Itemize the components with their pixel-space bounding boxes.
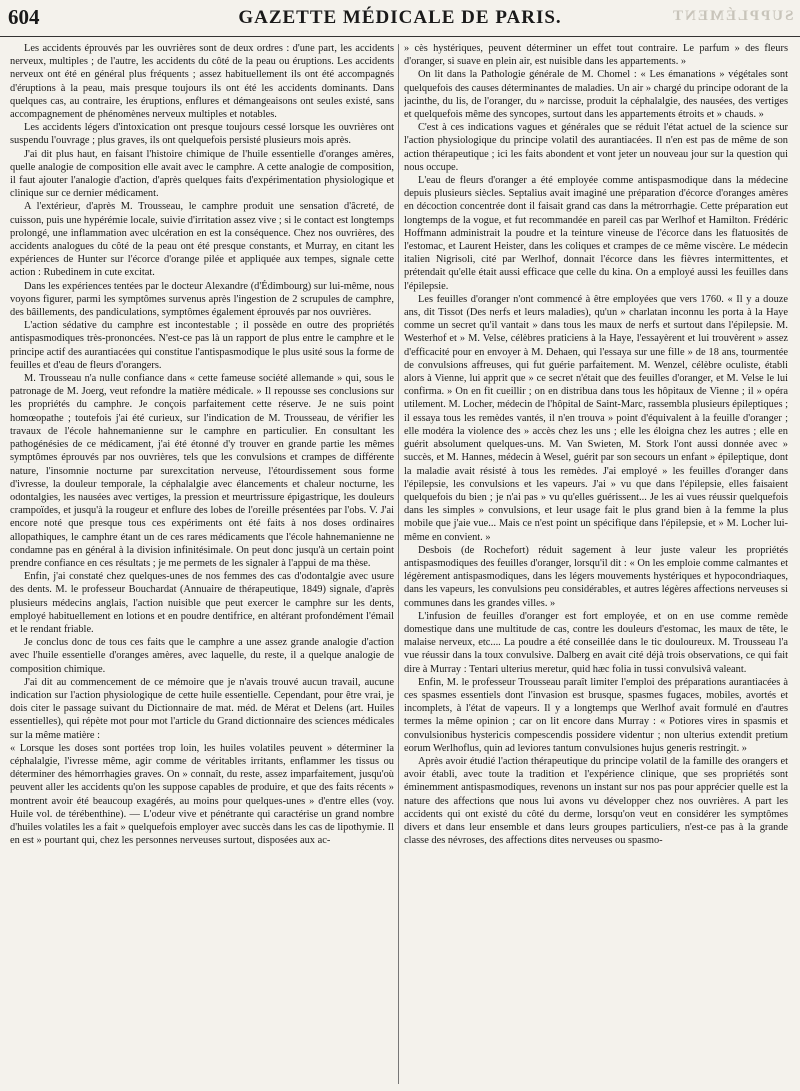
left-column xyxy=(10,42,394,1085)
paragraph: C'est à ces indications vagues et générales que se réduit l'état actuel de la science sur l'action physiologique du principe volatil des aurantiacées. Il n'en est pas de même de son action thérapeutique ; ici les faits abondent et vont jeter un nouveau jour sur la question qui nous occupe. xyxy=(404,122,788,173)
paragraph: Après avoir étudié l'action thérapeutique du principe volatil de la famille des orangers et avoir établi, avec toute la tradition et l'expérience clinique, que ses propriétés sont éminemment antispasmodiques, revenons un instant sur nos pas pour apprécier quelle est la nature des affections que nous lui avons vu développer chez nos ouvrières. A part les accidents qui ont existé du côté du derme, lorsqu'on veut en considérer les symptômes divers et dans leur ensemble et dans leurs groupes particuliers, n'est-ce pas à la grande classe des névroses, des affections dites nerveuses ou spasmo- xyxy=(404,755,788,847)
column-divider xyxy=(398,44,399,1084)
paragraph: L'action sédative du camphre est incontestable ; il possède en outre des propriétés antispasmodiques très-prononcées. N'est-ce pas là un rapport de plus entre le camphre et le principe actif des aurantiacées qui constitue l'antispasmodique le plus usité sous la forme de feuilles et d'eau de fleurs d'orangers. xyxy=(10,320,394,371)
paragraph: Desbois (de Rochefort) réduit sagement à leur juste valeur les propriétés antispasmodiques des feuilles d'oranger, lorsqu'il dit : « On les emploie comme calmantes et légèrement antispasmodiques, dans les légers mouvements hystériques et hypocondriaques, dans les vapeurs, les convulsions peu considérables, et autres légères affections nerveuses si communes dans les grandes villes. » xyxy=(404,544,788,609)
paragraph-continuation: » cès hystériques, peuvent déterminer un effet tout contraire. Le parfum » des fleurs d'oranger, si suave en plein air, est nuisible dans les appartements. » xyxy=(404,43,788,68)
paragraph: A l'extérieur, d'après M. Trousseau, le camphre produit une sensation d'âcreté, de cuisson, puis une hypérémie locale, suivie d'irritation assez vive ; si le contact est longtemps prolongé, une inflammation avec ulcération en est la conséquence. Chez nos ouvrières, des accidents analogues du côté de la peau ont été presque constants, et Murray, en citant les expériences de Hunter sur l'écorce d'orange pilée et appliquée aux tempes, signale cette action : Rubedinem in cute excitat. xyxy=(10,201,394,279)
paragraph: Je conclus donc de tous ces faits que le camphre a une assez grande analogie d'action avec l'huile essentielle d'oranges amères, avec laquelle, du reste, il a quelque analogie de composition chimique. xyxy=(10,637,394,675)
paragraph: Les accidents éprouvés par les ouvrières sont de deux ordres : d'une part, les accidents nerveux, multiples ; de l'autre, les accidents du côté de la peau ou éruptions. Les accidents nerveux ont été en général plus fréquents ; assez habituellement ils ont été accompagnés d'éruptions à la peau, mais presque toujours ils ont été les accidents dominants. Dans quelques cas, au contraire, les éruptions, enflures et démangeaisons ont seules existé, sans accompagnement de phénomènes nerveux multiples et notables. xyxy=(10,43,394,121)
page-number: 604 xyxy=(8,5,40,29)
paragraph: J'ai dit plus haut, en faisant l'histoire chimique de l'huile essentielle d'oranges amères, quelle analogie de composition elle avait avec le camphre. A cette analogie de composition, il faut ajouter l'analogie d'action, d'après quelques faits d'expérimentation physiologique et clinique sur ce dernier médicament. xyxy=(10,148,394,200)
paragraph: Les feuilles d'oranger n'ont commencé à être employées que vers 1760. « Il y a douze ans, dit Tissot (Des nerfs et leurs maladies), qu'un » charlatan inconnu les porta à la Haye comme un secret qu'il vantait » dans tous les maux de nerfs et surtout dans l'épilepsie. M. Westerhof et » M. Velse, célèbres praticiens à la Haye, l'essayèrent et lui trouvèrent » assez d'efficacité pour en envoyer à M. Dehaen, qui l'essaya sur une fille » de 18 ans, tourmentée de convulsions affreuses, qui fut guérie parfaitement. M. Wenzel, célèbre oculiste, établi alors à Vienne, lui apprit que » ce secret n'était que des feuilles d'oranger, et M. Velse le lui confirma. » On en fit cueillir ; on en distribua dans tous les hôpitaux de Vienne ; il » opéra utilement. M. Locher, médecin de l'hôpital de Saint-Marc, rassembla plusieurs épileptiques ; il essaya tous les remèdes vantés, il n'en trouva » point d'équivalent à la feuille d'oranger ; elle modéra la violence des » accès chez les uns ; elle les éloigna chez les autres ; elle en guérit absolument quelques-uns. M. Van Swieten, M. Stork l'ont aussi donnée avec » succès, et M. Hannes, médecin à Wesel, guérit par son secours un enfant » épileptique, dont la maladie avait résisté à tous les remèdes. J'ai employé » les feuilles d'oranger dans l'épilepsie, les convulsions et les vapeurs. J'ai » vu que dans l'épilepsie, elles faisaient quelquefois du bien ; je n'ai pas » vu qu'elles guérissent... Je les ai vues réussir quelquefois dans les simples » convulsions, et leur usage fait le plus grand bien à la femme la plus mobile que j'aie vue... Mais ce n'est point un spécifique dans l'épilepsie, et » M. Locher lui-même en convient. » xyxy=(404,293,788,543)
paragraph: Dans les expériences tentées par le docteur Alexandre (d'Édimbourg) sur lui-même, nous voyons figurer, parmi les symptômes survenus après l'ingestion de 2 scrupules de camphre, des bâillements, des pandiculations, symptômes également éprouvés par nos ouvrières. xyxy=(10,280,394,319)
paragraph: M. Trousseau n'a nulle confiance dans « cette fameuse société allemande » qui, sous le patronage de M. Joerg, veut refondre la matière médicale. » Il repousse ses conclusions sur les propriétés du camphre. Je conçois parfaitement cette réserve. Je ne suis point homœopathe ; toutefois j'ai été curieux, sur l'indication de M. Trousseau, de vérifier les travaux de l'école hahnemanienne sur le camphre en particulier. En consultant les pathogénésies de ce médicament, j'ai été étonné d'y trouver en grande partie les mêmes symptômes éprouvés par nos ouvrières, tels que les convulsions et crampes de différente nature, l'insomnie nocturne par surexcitation nerveuse, l'étourdissement sous forme d'ivresse, la douleur temporale, la céphalalgie avec élancements et chaleur nocturne, les odontalgies, les nausées avec vertiges, la pression et meurtrissure épigastrique, les douleurs crampoïdes, et jusqu'à la rougeur et enflure des lobes de l'oreille présentées par l'obs. V. J'ai encore noté que presque tous ces expériments ont été faits à nos doses ordinaires allopathiques, le camphre étant un de ces rares médicaments que l'école hahnemanienne ne condamne pas en général à la division infinitésimale. On peut donc jusqu'à un certain point prendre confiance en ces résultats ; je me permets de les signaler à l'appui de ma thèse. xyxy=(10,373,394,569)
paragraph: Enfin, M. le professeur Trousseau paraît limiter l'emploi des préparations aurantiacées à ces spasmes essentiels dont l'invasion est brusque, spasmes fugaces, mobiles, avortés et incomplets, à l'état de vapeurs. Il y a longtemps que Werlhof avait formulé en d'autres termes la même opinion ; car on lit encore dans Murray : « Potiores vires in spasmis et convulsionibus hystericis compescendis possidere videntur ; non ulterius extendit pretium eorum Werlhoflus, quin ad leviores tantum convulsiones hujus generis restringit. » xyxy=(404,676,788,754)
supplement-bleedthrough: SUPPLÉMENT xyxy=(671,8,794,24)
page-header xyxy=(0,0,800,37)
paragraph: J'ai dit au commencement de ce mémoire que je n'avais trouvé aucun travail, aucune indication sur l'action physiologique de cette huile essentielle. Cependant, pour être vrai, je dois citer le passage suivant du Dictionnaire de mat. méd. de Mérat et Delens (art. Huiles essentielles), qui répète mot pour mot l'article du Grand dictionnaire des sciences médicales sur la même matière : xyxy=(10,676,394,741)
paragraph: Les accidents légers d'intoxication ont presque toujours cessé lorsque les ouvrières ont suspendu l'ouvrage ; plus graves, ils ont quelquefois persisté plusieurs mois après. xyxy=(10,122,394,147)
paragraph: On lit dans la Pathologie générale de M. Chomel : « Les émanations » végétales sont quelquefois des causes déterminantes de maladies. Un air » chargé du principe odorant de la jacinthe, du lis, de l'oranger, du » narcisse, produit la céphalalgie, des nausées, des vertiges et quelquefois même des syncopes, surtout dans les appartements étroits et » chauds. » xyxy=(404,69,788,121)
quotation: « Lorsque les doses sont portées trop loin, les huiles volatiles peuvent » déterminer la céphalalgie, l'ivresse même, agir comme de véritables irritants, enflammer les tissus ou déterminer des hémorrhagies graves. On » connaît, du reste, assez imparfaitement, jusqu'où peuvent aller les accidents qu'on les suppose capables de produire, et que des faits récents » montrent avoir été beaucoup exagérés, au moins pour quelques-unes » d'entre elles (voy. Huile vol. de térébenthine). — L'odeur vive et pénétrante qui caractérise un grand nombre d'huiles volatiles les a fait » quelquefois employer avec succès dans les cas de lipothymie. Il en est » pourtant qui, chez les personnes nerveuses surtout, disposées aux ac- xyxy=(10,742,394,847)
paragraph: Enfin, j'ai constaté chez quelques-unes de nos femmes des cas d'odontalgie avec usure des dents. M. le professeur Bouchardat (Annuaire de thérapeutique, 1849) signale, d'après plusieurs médecins anglais, l'action nuisible que peut exercer le camphre sur les dents, employé habituellement en lotions et en poudre dentifrice, en altérant profondément l'émail et le rendant friable. xyxy=(10,571,394,635)
paragraph: L'infusion de feuilles d'oranger est fort employée, et on en use comme remède domestique dans une multitude de cas, contre les douleurs d'estomac, les maux de tête, le malaise nerveux, etc.... La poudre a été conseillée dans le tic douloureux. M. Trousseau l'a vue réussir dans la toux convulsive. Dalberg en avait cité déjà trois observations, ce qui fait dire à Murray : Tentari ulterius meretur, quid hæc folia in tussi convulsivâ valeant. xyxy=(404,610,788,675)
page-title: GAZETTE MÉDICALE DE PARIS. xyxy=(238,7,562,28)
paragraph: L'eau de fleurs d'oranger a été employée comme antispasmodique dans la médecine depuis plusieurs siècles. Septalius avait imaginé une préparation d'écorce d'oranges amères en décoction concentrée dont il faisait grand cas dans la métrorrhagie. Cette préparation eut longtemps de la vogue, et fut recommandée en pareil cas par Werlhof et Hamilton. Frédéric Hoffmann administrait la poudre et la teinture vineuse de l'écorce dans les flatuosités de l'estomac, et Laurent Heister, dans les coliques et crampes de ce même viscère. Le médecin italien Nigrisoli, cité par Werlhof, donnait l'écorce dans les fièvres intermittentes, et prétendait qu'elle était aussi efficace que celle du kina. On a employé aussi les feuilles dans l'épilepsie. xyxy=(404,175,788,292)
right-column xyxy=(404,42,788,1085)
